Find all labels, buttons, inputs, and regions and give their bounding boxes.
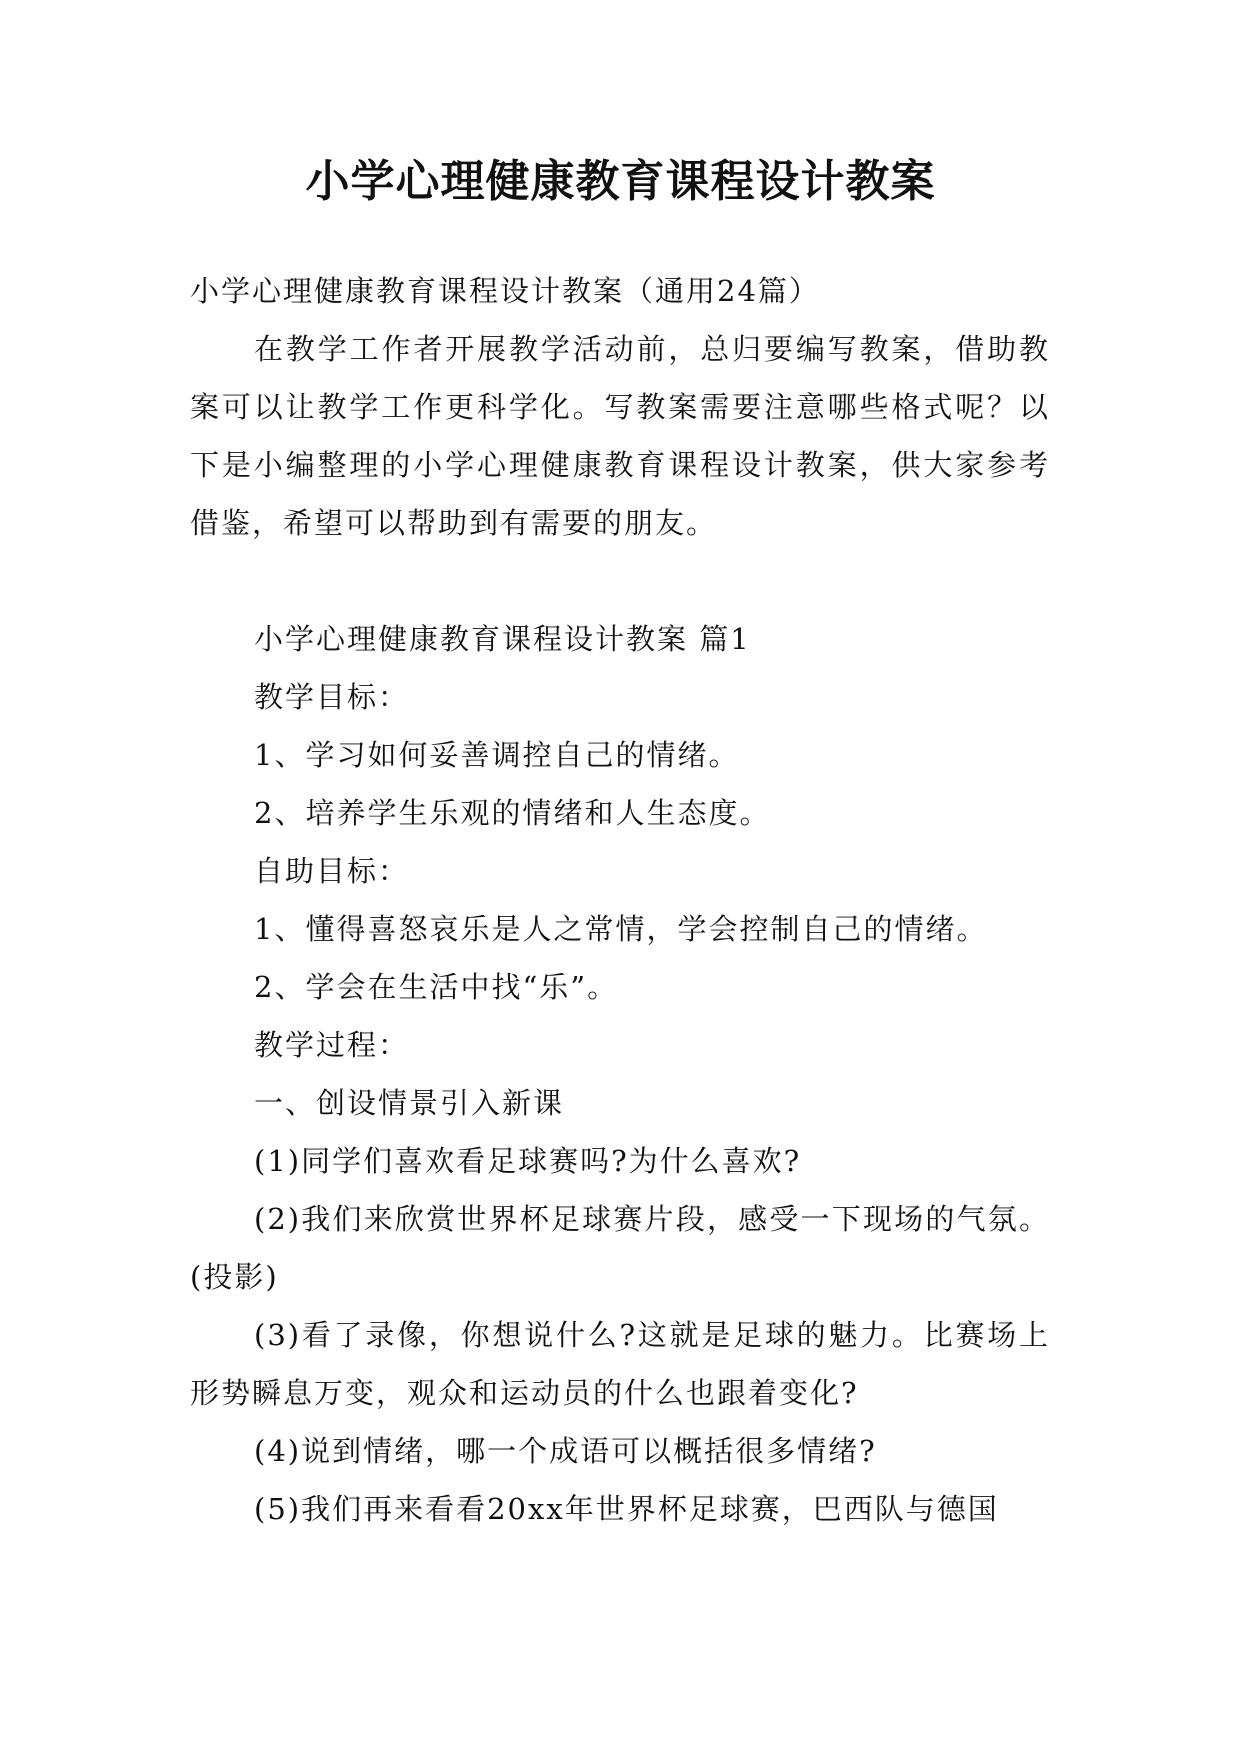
document-subtitle: 小学心理健康教育课程设计教案（通用24篇） [190,274,820,308]
body-paragraph: (1)同学们喜欢看足球赛吗?为什么喜欢? [254,1144,802,1178]
body-paragraph: 一、创设情景引入新课 [254,1086,565,1120]
body-paragraph: 自助目标： [254,854,410,888]
section-heading: 小学心理健康教育课程设计教案 篇1 [254,622,751,656]
body-paragraph: 2、培养学生乐观的情绪和人生态度。 [254,796,771,830]
body-paragraph: 教学过程： [254,1028,410,1062]
body-paragraph: (2)我们来欣赏世界杯足球赛片段，感受一下现场的气氛。(投影) [190,1202,1050,1294]
body-paragraph: (4)说到情绪，哪一个成语可以概括很多情绪? [254,1434,877,1468]
body-paragraph: 教学目标： [254,680,410,714]
body-paragraph: 1、学习如何妥善调控自己的情绪。 [254,738,740,772]
body-paragraph: 2、学会在生活中找“乐”。 [254,970,619,1004]
paragraph-gap [190,552,1050,610]
intro-paragraph: 在教学工作者开展教学活动前，总归要编写教案，借助教案可以让教学工作更科学化。写教案需要注意哪些格式呢？以下是小编整理的小学心理健康教育课程设计教案，供大家参考借鉴，希望可以帮助到有需要的朋友。 [190,332,1050,540]
document-title: 小学心理健康教育课程设计教案 [305,156,936,207]
body-paragraph: (5)我们再来看看20xx年世界杯足球赛，巴西队与德国 [254,1492,999,1526]
body-paragraph: (3)看了录像，你想说什么?这就是足球的魅力。比赛场上形势瞬息万变，观众和运动员的什么也跟着变化? [190,1318,1050,1410]
body-paragraph: 1、懂得喜怒哀乐是人之常情，学会控制自己的情绪。 [254,912,988,946]
document-body [190,262,1050,1538]
